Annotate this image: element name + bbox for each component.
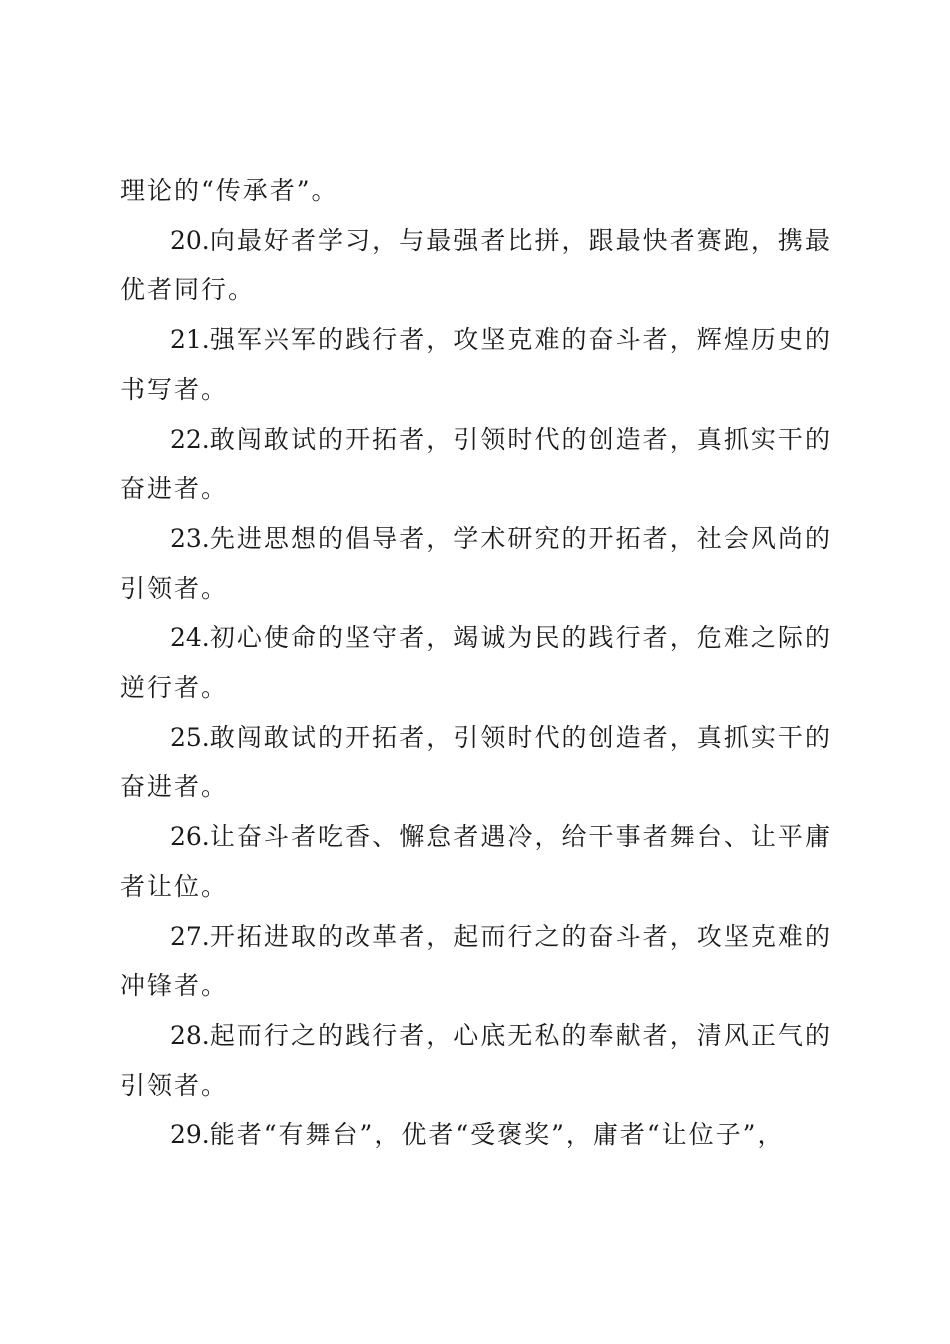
- paragraph-text: 初心使命的坚守者，竭诚为民的践行者，危难之际的逆行者。: [120, 623, 832, 703]
- paragraph-item-22: [120, 415, 832, 514]
- item-number: 21.: [170, 325, 210, 355]
- paragraph-text: 强军兴军的践行者，攻坚克难的奋斗者，辉煌历史的书写者。: [120, 325, 832, 404]
- item-number: 23.: [170, 523, 210, 553]
- item-number: 20.: [170, 225, 210, 255]
- paragraph-item-26: [120, 812, 832, 911]
- document-body: [120, 166, 832, 1160]
- paragraph-item-27: [120, 912, 832, 1011]
- paragraph-item-25: [120, 713, 832, 812]
- paragraph-text: 起而行之的践行者，心底无私的奉献者，清风正气的引领者。: [120, 1020, 832, 1100]
- paragraph-text: 理论的“传承者”。: [120, 176, 339, 205]
- paragraph-text: 向最好者学习，与最强者比拼，跟最快者赛跑，携最优者同行。: [120, 225, 832, 305]
- item-number: 28.: [170, 1020, 210, 1050]
- paragraph-text: 让奋斗者吃香、懈怠者遇冷，给干事者舞台、让平庸者让位。: [120, 822, 832, 901]
- paragraph-text: 能者“有舞台”，优者“受褒奖”，庸者“让位子”，: [209, 1120, 785, 1150]
- paragraph-text: 开拓进取的改革者，起而行之的奋斗者，攻坚克难的冲锋者。: [120, 921, 832, 1001]
- paragraph-item-24: [120, 613, 832, 712]
- paragraph-continuation: [120, 166, 832, 216]
- paragraph-item-21: [120, 315, 832, 414]
- paragraph-item-20: [120, 216, 832, 315]
- item-number: 25.: [170, 722, 210, 752]
- item-number: 29.: [170, 1120, 210, 1150]
- paragraph-item-28: [120, 1011, 832, 1110]
- item-number: 27.: [170, 921, 210, 951]
- item-number: 26.: [170, 822, 210, 852]
- paragraph-item-29: [120, 1110, 832, 1160]
- paragraph-item-23: [120, 514, 832, 613]
- paragraph-text: 先进思想的倡导者，学术研究的开拓者，社会风尚的引领者。: [120, 523, 832, 603]
- item-number: 22.: [170, 424, 210, 454]
- item-number: 24.: [170, 623, 210, 653]
- paragraph-text: 敢闯敢试的开拓者，引领时代的创造者，真抓实干的奋进者。: [120, 722, 832, 802]
- paragraph-text: 敢闯敢试的开拓者，引领时代的创造者，真抓实干的奋进者。: [120, 424, 832, 504]
